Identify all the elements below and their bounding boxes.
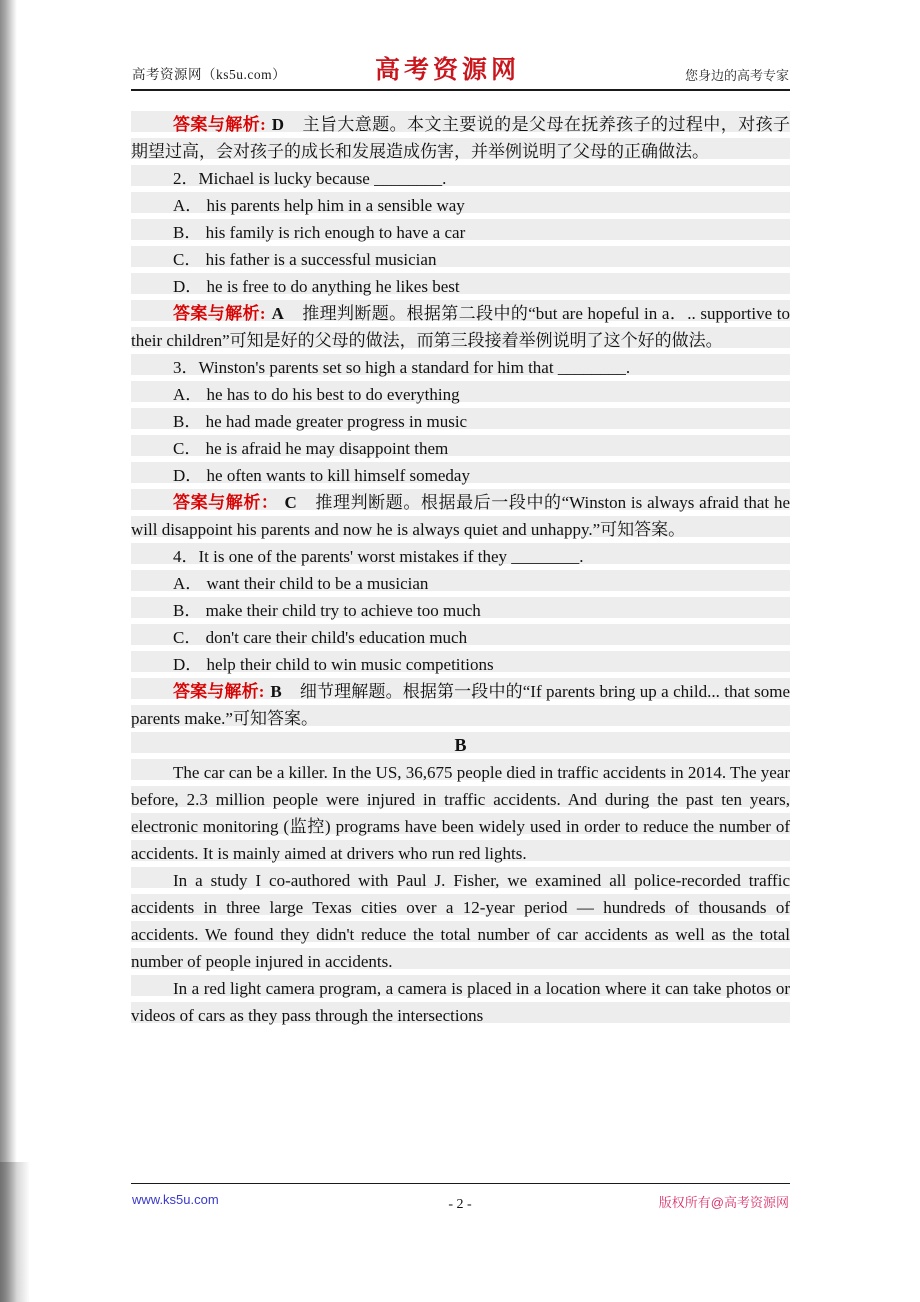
question: 2．Michael is lucky because ________. — [131, 165, 790, 192]
footer-url: www.ks5u.com — [132, 1192, 219, 1207]
header-divider — [131, 89, 790, 91]
header-site-name: 高考资源网（ks5u.com） — [132, 67, 287, 82]
answer-text: 主旨大意题。本文主要说的是父母在抚养孩子的过程中，对孩子期望过高，会对孩子的成长和发展造成伤害，并举例说明了父母的正确做法。 — [131, 115, 790, 161]
section-heading: B — [131, 732, 790, 759]
footer-copyright: 版权所有@高考资源网 — [658, 1195, 789, 1210]
option-a: A． his parents help him in a sensible way — [131, 192, 790, 219]
question: 4．It is one of the parents' worst mistakes if they ________. — [131, 543, 790, 570]
option-a: A． he has to do his best to do everything — [131, 381, 790, 408]
answer-label: 答案与解析: — [173, 115, 266, 134]
option-d: D． he often wants to kill himself someday — [131, 462, 790, 489]
answer-block — [131, 678, 790, 732]
answer-label: 答案与解析: — [173, 304, 266, 323]
scan-corner-artifact — [0, 1162, 30, 1302]
answer-label: 答案与解析: — [173, 682, 265, 701]
option-c: C． his father is a successful musician — [131, 246, 790, 273]
question: 3．Winston's parents set so high a standard for him that ________. — [131, 354, 790, 381]
paragraph: In a study I co-authored with Paul J. Fisher, we examined all police-recorded traffic accidents in three large Texas cities over a 12-year period — hundreds of thousands of accidents. We found they didn't reduce the total number of car accidents as well as the total number of people injured in accidents. — [131, 867, 790, 975]
answer-text: 推理判断题。根据最后一段中的“Winston is always afraid that he will disappoint his parents and now he is always quiet and unhappy.”可知答案。 — [131, 493, 790, 539]
option-b: B． he had made greater progress in music — [131, 408, 790, 435]
scan-edge-artifact — [0, 0, 17, 1302]
answer-text: 细节理解题。根据第一段中的“If parents bring up a child... that some parents make.”可知答案。 — [131, 682, 790, 728]
answer-block — [131, 111, 790, 165]
answer-letter: A — [271, 304, 284, 323]
header-tagline: 您身边的高考专家 — [684, 68, 789, 83]
page-number: - 2 - — [448, 1197, 472, 1212]
paragraph: The car can be a killer. In the US, 36,675 people died in traffic accidents in 2014. The year before, 2.3 million people were injured in traffic accidents. And during the past ten years, electronic monitoring (监控) programs have been widely used in order to reduce the number of accidents. It is mainly aimed at drivers who run red lights. — [131, 759, 790, 867]
option-a: A． want their child to be a musician — [131, 570, 790, 597]
option-c: C． he is afraid he may disappoint them — [131, 435, 790, 462]
option-c: C． don't care their child's education much — [131, 624, 790, 651]
option-d: D． he is free to do anything he likes best — [131, 273, 790, 300]
document-body — [131, 111, 790, 1029]
answer-letter: D — [271, 115, 285, 134]
answer-block — [131, 489, 790, 543]
option-d: D． help their child to win music competitions — [131, 651, 790, 678]
answer-block — [131, 300, 790, 354]
answer-letter: C — [284, 493, 297, 512]
paragraph: In a red light camera program, a camera is placed in a location where it can take photos or videos of cars as they pass through the intersections — [131, 975, 790, 1029]
option-b: B． make their child try to achieve too much — [131, 597, 790, 624]
answer-letter: B — [270, 682, 282, 701]
answer-text: 推理判断题。根据第二段中的“but are hopeful in a．.. supportive to their children”可知是好的父母的做法，而第三段接着举例说明了这个好的做法。 — [131, 304, 790, 350]
footer-divider — [131, 1183, 790, 1184]
option-b: B． his family is rich enough to have a car — [131, 219, 790, 246]
answer-label: 答案与解析： — [173, 493, 279, 512]
site-logo: 高考资源网 — [374, 57, 520, 84]
